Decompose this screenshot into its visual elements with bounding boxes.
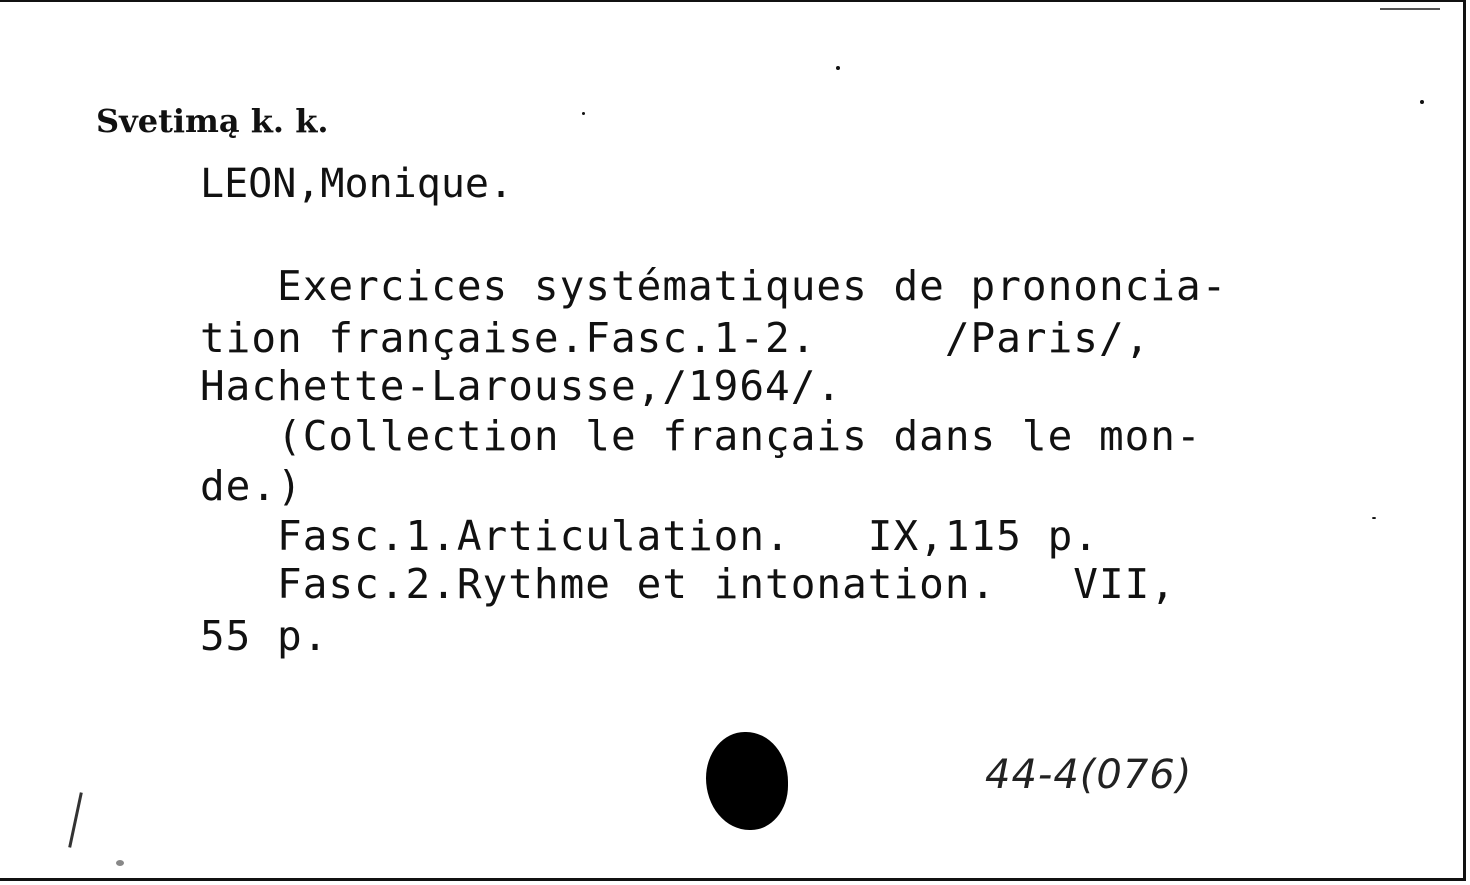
library-stamp: Svetimą k. k. [96, 102, 329, 140]
card-line-2: tion française.Fasc.1-2. /Paris/, [200, 314, 1151, 362]
scan-speck [1420, 100, 1424, 104]
scan-speck [836, 66, 840, 70]
pencil-mark [68, 792, 83, 847]
card-line-1: Exercices systématiques de prononcia- [200, 262, 1228, 310]
card-line-5: de.) [200, 462, 303, 510]
card-line-4: (Collection le français dans le mon- [200, 412, 1202, 460]
call-number: 44-4(076) [985, 752, 1193, 798]
edge-mark [1380, 8, 1440, 10]
author-heading: LEON,Monique. [200, 161, 514, 207]
card-line-7: Fasc.2.Rythme et intonation. VII, [200, 560, 1176, 608]
card-line-8: 55 p. [200, 612, 329, 660]
scan-speck [1372, 517, 1376, 519]
punch-hole [706, 732, 788, 830]
card-line-3: Hachette-Larousse,/1964/. [200, 362, 843, 410]
card-line-6: Fasc.1.Articulation. IX,115 p. [200, 512, 1099, 560]
scan-speck [116, 860, 124, 866]
scan-speck [582, 112, 585, 115]
